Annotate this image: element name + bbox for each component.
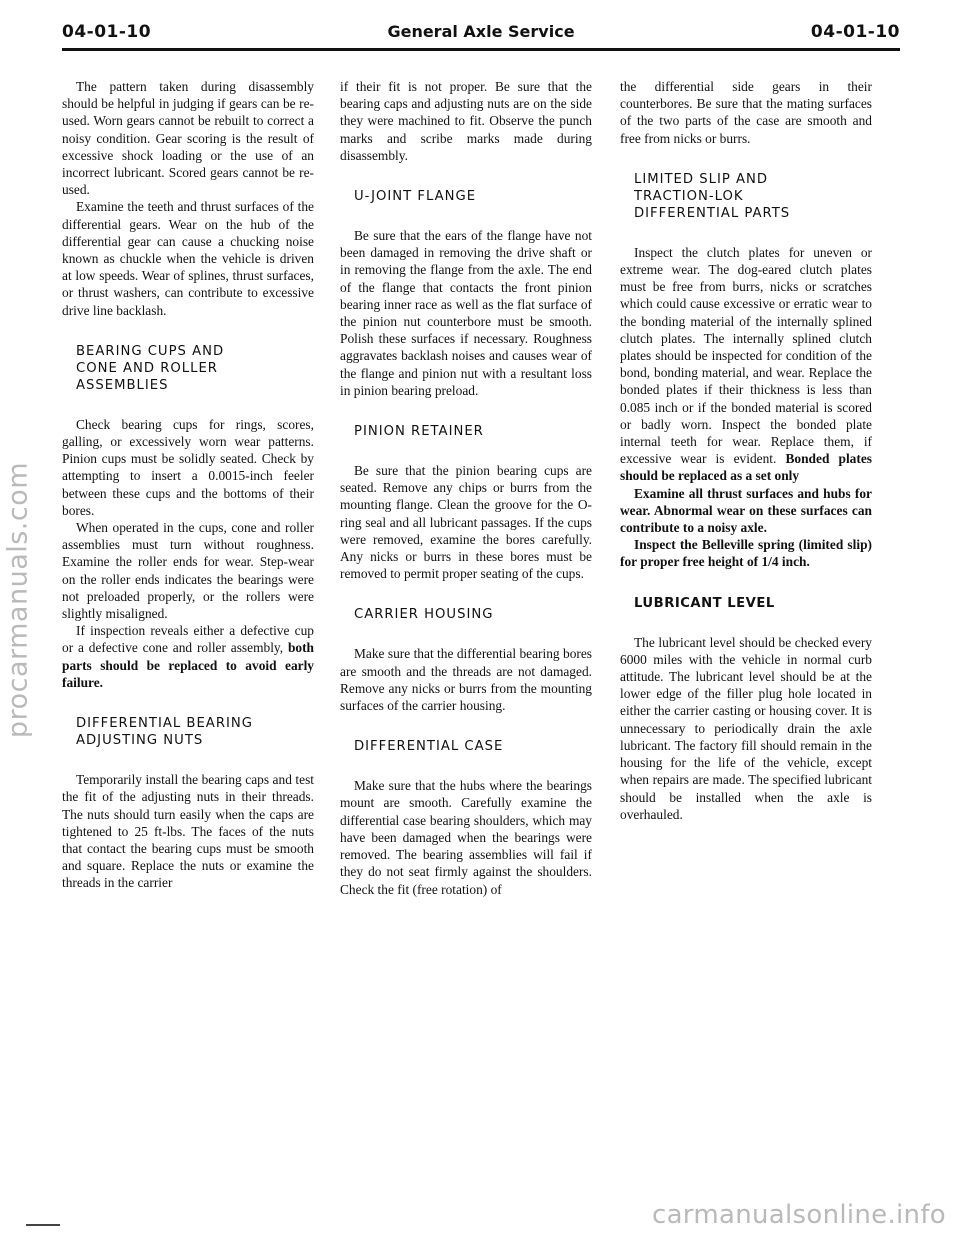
paragraph: Temporarily install the bearing caps and test the fit of the adjusting nuts in their threads. The nuts should turn easily when the caps are tightened to 25 ft-lbs. The faces of the nuts that contact the bearing cups must be smooth and square. Replace the nuts or examine the threads in the carrier	[62, 772, 314, 891]
section-code-right: 04-01-10	[810, 22, 900, 42]
paragraph-emphasis: both parts should be replaced to avoid early failure.	[62, 640, 314, 690]
section-code-left: 04-01-10	[62, 22, 152, 42]
paragraph	[620, 244, 872, 485]
heading-line: ADJUSTING NUTS	[76, 733, 204, 749]
section-heading-bearing-cups	[76, 343, 314, 394]
side-watermark-text: procarmanuals.com	[2, 461, 34, 739]
paragraph: The lubricant level should be checked every 6000 miles with the vehicle in normal curb attitude. The lubricant level should be at the lower edge of the filler plug hole located in either the carrier casting or housing cover. It is unnecessary to periodically drain the axle lubricant. The factory fill should remain in the housing for the life of the vehicle, except when repairs are made. The specified lubricant should be installed when the axle is overhauled.	[620, 634, 872, 822]
paragraph-emphasis: Inspect the Belleville spring (limited slip) for proper free height of 1/4 inch.	[620, 537, 872, 570]
paragraph-emphasis: Bonded plates should be replaced as a set only	[620, 451, 872, 484]
paragraph: Be sure that the pinion bearing cups are seated. Remove any chips or burrs from the mounting flange. Clean the groove for the O-ring seal and all lubricant passages. If the cups were removed, examine the bores carefully. Any nicks or burrs in these bores must be removed to permit proper seating of the cups.	[340, 463, 592, 582]
paragraph: Examine the teeth and thrust surfaces of the differential gears. Wear on the hub of the differential gear can cause a chucking noise known as chuckle when the vehicle is driven at low speeds. Wear of splines, thrust surfaces, or thrust washers, can contribute to excessive drive line backlash.	[62, 199, 314, 318]
side-watermark	[0, 200, 38, 1000]
paragraph: Make sure that the differential bearing bores are smooth and the threads are not damaged. Remove any nicks or burrs from the mounting surfaces of the carrier housing.	[340, 646, 592, 714]
corner-mark	[26, 1224, 60, 1226]
text-column-1	[62, 78, 314, 892]
paragraph-emphasis: Examine all thrust surfaces and hubs for wear. Abnormal wear on these surfaces can contribute to a noisy axle.	[620, 485, 872, 536]
paragraph: When operated in the cups, cone and roller assemblies must turn without roughness. Examine the roller ends for wear. Step-wear on the roller ends indicates the bearings were not preloaded properly, or the rollers were slightly misaligned.	[62, 520, 314, 622]
paragraph: if their fit is not proper. Be sure that the bearing caps and adjusting nuts are on the side they were machined to fit. Observe the punch marks and scribe marks made during disassembly.	[340, 79, 592, 163]
paragraph: Check bearing cups for rings, scores, galling, or excessively worn wear patterns. Pinion cups must be solidly seated. Check by attempting to insert a 0.0015-inch feeler between these cups and the bottoms of their bores.	[62, 416, 314, 518]
heading-line: TRACTION-LOK	[634, 188, 744, 204]
heading-line: LIMITED SLIP AND	[634, 171, 769, 187]
heading-line: BEARING CUPS AND	[76, 343, 225, 359]
section-heading-pinion-retainer: PINION RETAINER	[354, 424, 484, 440]
heading-line: ASSEMBLIES	[76, 377, 169, 393]
paragraph: the differential side gears in their counterbores. Be sure that the mating surfaces of the two parts of the case are smooth and free from nicks or burrs.	[620, 79, 872, 146]
paragraph: Be sure that the ears of the flange have not been damaged in removing the drive shaft or in removing the flange from the axle. The end of the flange that contacts the front pinion bearing inner race as well as the flat surface of the pinion nut counterbore must be smooth. Polish these surfaces if necessary. Roughness aggravates backlash noises and causes wear of the flange and pinion nut with a resultant loss in pinion bearing preload.	[340, 228, 592, 398]
paragraph	[62, 622, 314, 691]
heading-line: DIFFERENTIAL PARTS	[634, 205, 791, 221]
section-heading-adjusting-nuts	[76, 715, 314, 749]
heading-line: CONE AND ROLLER	[76, 360, 218, 376]
header-rule	[62, 48, 900, 51]
page-title: General Axle Service	[387, 22, 575, 41]
text-column-2	[340, 78, 592, 898]
section-heading-differential-case: DIFFERENTIAL CASE	[354, 739, 504, 755]
paragraph-text: If inspection reveals either a defective cup or a defective cone and roller assembly,	[62, 623, 314, 656]
section-heading-carrier-housing: CARRIER HOUSING	[354, 607, 494, 623]
paragraph: The pattern taken during disassembly should be helpful in judging if gears can be re-used. Worn gears cannot be rebuilt to correct a noisy condition. Gear scoring is the result of excessive shock loading or the use of an incorrect lubricant. Scored gears cannot be re-used.	[62, 79, 314, 198]
page-header	[62, 22, 900, 48]
section-heading-limited-slip	[634, 171, 872, 222]
paragraph-text: Inspect the clutch plates for uneven or extreme wear. The dog-eared clutch plates must be free from burrs, nicks or scratches which could cause excessive or erratic wear to the bonding material of the internally splined clutch plates. The internally splined clutch plates should be inspected for condition of the bond, bonding material, and wear. Replace the bonded plates if their thickness is less than 0.085 inch or if the bonded material is scored or badly worn. Inspect the bonded plate internal teeth for wear. Replace them, if excessive wear is evident.	[620, 244, 872, 467]
paragraph: Make sure that the hubs where the bearings mount are smooth. Carefully examine the differential case bearing shoulders, which may have been damaged when the bearings were removed. The bearing assemblies will fail if they do not seat firmly against the shoulders. Check the fit (free rotation) of	[340, 778, 592, 897]
section-heading-u-joint-flange: U-JOINT FLANGE	[354, 189, 477, 205]
section-heading-lubricant-level: LUBRICANT LEVEL	[634, 595, 775, 611]
heading-line: DIFFERENTIAL BEARING	[76, 716, 253, 732]
text-column-3	[620, 78, 872, 823]
bottom-watermark: carmanualsonline.info	[651, 1200, 946, 1230]
